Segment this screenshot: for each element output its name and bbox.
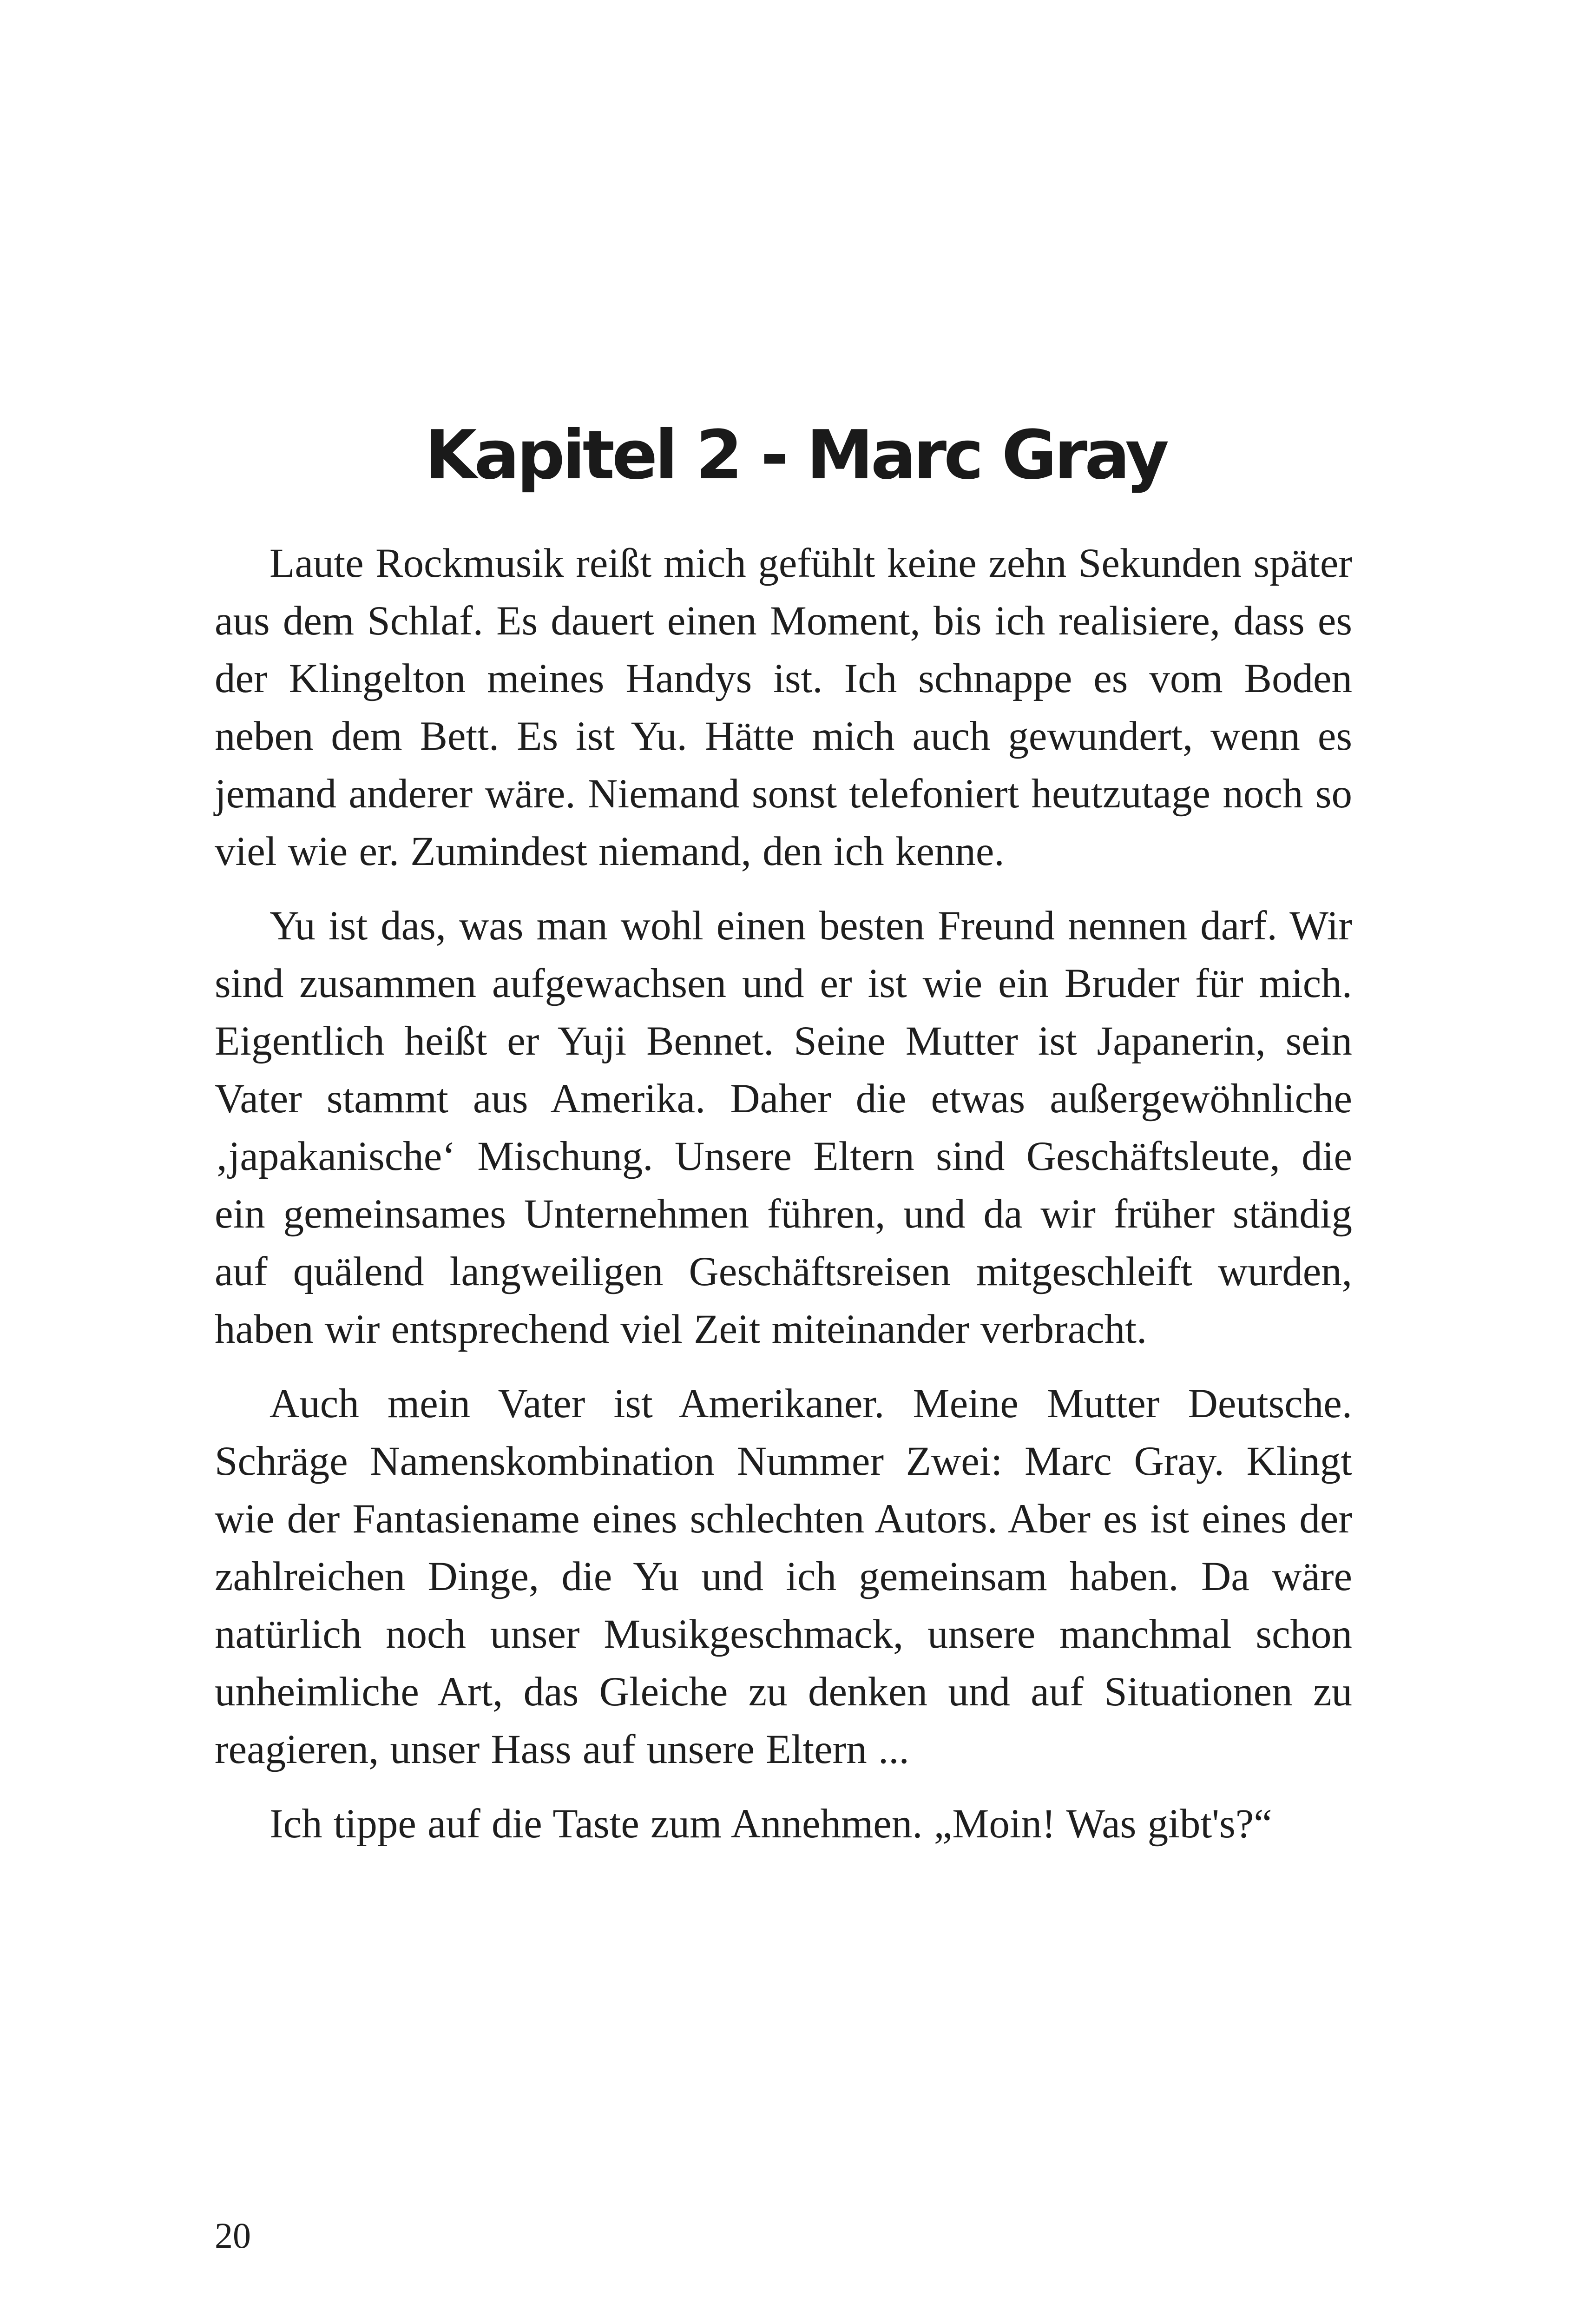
chapter-title: Kapitel 2 - Marc Gray — [424, 416, 1167, 495]
paragraph-2: Yu ist das, was man wohl einen besten Freund nennen darf. Wir sind zusammen aufgewachsen und er ist wie ein Bruder für mich. Eigentlich heißt er Yuji Bennet. Seine Mutter ist Japanerin, sein Vater stammt aus Amerika. Daher die etwas außergewöhnliche ‚japakanische‘ Mischung. Unsere Eltern sind Geschäftsleute, die ein gemeinsames Unternehmen führen, und da wir früher ständig auf quälend langweiligen Geschäftsreisen mitgeschleift wurden, haben wir entsprechend viel Zeit miteinander verbracht. — [215, 903, 1352, 1352]
paragraph-1: Laute Rockmusik reißt mich gefühlt keine zehn Sekunden später aus dem Schlaf. Es dauert einen Moment, bis ich realisiere, dass es der Klingelton meines Handys ist. Ich schnappe es vom Boden neben dem Bett. Es ist Yu. Hätte mich auch gewundert, wenn es jemand anderer wäre. Niemand sonst telefoniert heutzutage noch so viel wie er. Zumindest niemand, den ich kenne. — [215, 541, 1352, 874]
page-number: 20 — [215, 2215, 251, 2256]
chapter-body — [215, 535, 1352, 1869]
paragraph-4: Ich tippe auf die Taste zum Annehmen. „Moin! Was gibt's?“ — [270, 1801, 1272, 1847]
paragraph-3: Auch mein Vater ist Amerikaner. Meine Mutter Deutsche. Schräge Namenskombination Nummer Zwei: Marc Gray. Klingt wie der Fantasiename eines schlechten Autors. Aber es ist eines der zahlreichen Dinge, die Yu und ich gemeinsam haben. Da wäre natürlich noch unser Musikgeschmack, unsere manchmal schon unheimliche Art, das Gleiche zu denken und auf Situationen zu reagieren, unser Hass auf unsere Eltern ... — [215, 1381, 1352, 1772]
